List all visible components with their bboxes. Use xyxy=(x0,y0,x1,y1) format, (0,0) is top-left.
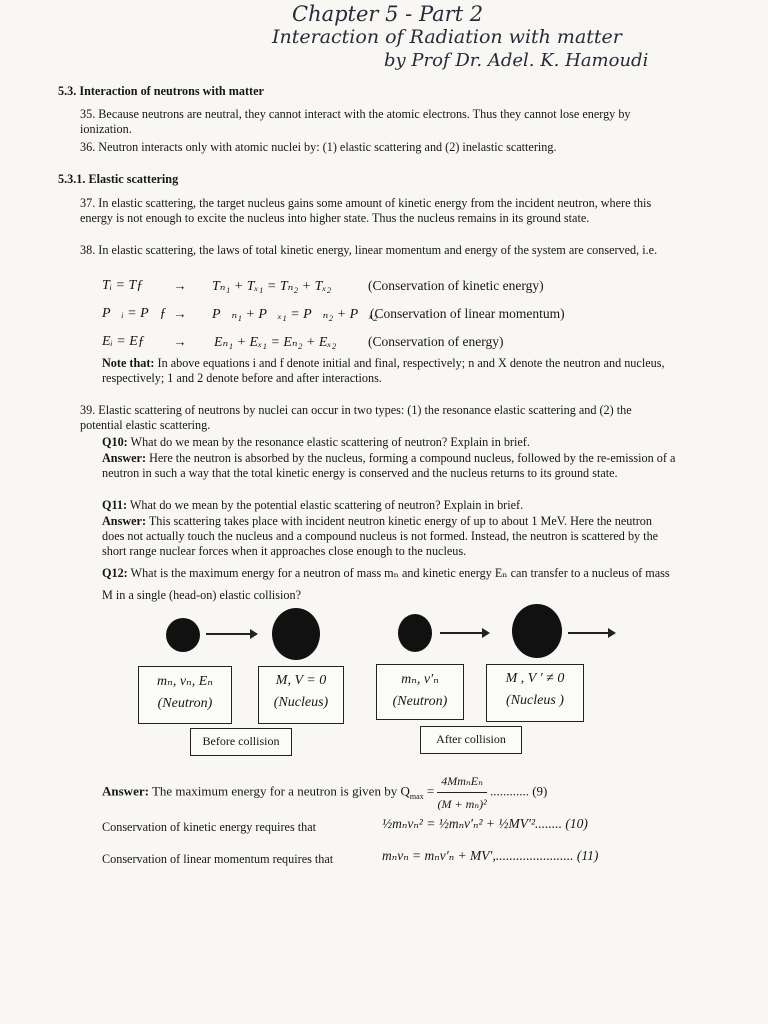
note-label: Note that: xyxy=(102,356,155,370)
note-paragraph xyxy=(102,356,676,386)
equation-1-lhs: Tᵢ = Tƒ xyxy=(102,278,144,293)
ke-conservation-text: Conservation of kinetic energy requires that xyxy=(102,820,317,834)
equation-1-arrow: → xyxy=(173,278,187,293)
momentum-conservation-text: Conservation of linear momentum requires that xyxy=(102,852,334,866)
equation-2-desc: (Conservation of linear momentum) xyxy=(370,306,565,321)
nucleus-before-label: (Nucleus) xyxy=(273,695,329,710)
note-text: In above equations i and f denote initial and final, respectively; n and X denote the neutron and nucleus, respectively; 1 and 2 denote before and after interactions. xyxy=(102,356,665,385)
q11-text: What do we mean by the potential elastic scattering of neutron? Explain in brief. xyxy=(127,498,524,512)
q11-label: Q11: xyxy=(102,498,128,512)
item-35: 35. Because neutrons are neutral, they cannot interact with the atomic electrons. Thus they cannot lose energy by ionization. xyxy=(80,107,631,136)
neutron-before-vars: mₙ, vₙ, Eₙ xyxy=(157,674,213,689)
nucleus-before-vars: M, V = 0 xyxy=(275,673,327,688)
equation-3-desc: (Conservation of energy) xyxy=(368,334,504,349)
q10-label: Q10: xyxy=(102,435,128,449)
neutron-before-box xyxy=(138,666,232,724)
answer-12 xyxy=(102,770,662,815)
neutron-before-arrow xyxy=(206,633,256,635)
a12-label: Answer: xyxy=(102,783,149,799)
fraction-numerator: 4MmₙEₙ xyxy=(437,770,486,793)
neutron-after-ball xyxy=(398,614,432,652)
equation-1-rhs: Tₙ₁ + Tₓ₁ = Tₙ₂ + Tₓ₂ xyxy=(212,279,332,294)
ke-conservation-equation: ½mₙvₙ² = ½mₙv′ₙ² + ½MV′²........ (10) xyxy=(382,816,588,831)
neutron-after-vars: mₙ, v′ₙ xyxy=(401,672,439,687)
q10-text: What do we mean by the resonance elastic scattering of neutron? Explain in brief. xyxy=(127,435,530,449)
question-12 xyxy=(102,562,680,606)
item-36: 36. Neutron interacts only with atomic nuclei by: (1) elastic scattering and (2) inelastic scattering. xyxy=(80,140,557,154)
nucleus-after-arrow xyxy=(568,632,614,634)
handwritten-title-line3: by Prof Dr. Adel. K. Hamoudi xyxy=(384,50,649,71)
q12-label: Q12: xyxy=(102,566,128,580)
a11-text: This scattering takes place with incident neutron kinetic energy of up to about 1 MeV. Here the neutron does not actually touch the nucleus and a compound nucleus is not formed. Instead, the neutron is scattered by the short range nuclear forces when it approaches close enough to the nucleus. xyxy=(102,514,659,558)
before-collision-label: Before collision xyxy=(190,728,292,756)
nucleus-after-ball xyxy=(512,604,562,658)
nucleus-before-box xyxy=(258,666,344,724)
after-collision-label: After collision xyxy=(420,726,522,754)
question-11 xyxy=(102,498,676,513)
item-37: 37. In elastic scattering, the target nucleus gains some amount of kinetic energy from the incident neutron, where this energy is not enough to excite the nucleus into higher state. Thus the nucleus remains in its ground state. xyxy=(80,196,652,225)
equation-9-number: ............ (9) xyxy=(489,783,548,799)
nucleus-after-vars: M , V ′ ≠ 0 xyxy=(505,671,565,686)
handwritten-title-line1: Chapter 5 - Part 2 xyxy=(292,2,484,26)
neutron-before-ball xyxy=(166,618,200,652)
equation-1-desc: (Conservation of kinetic energy) xyxy=(368,278,544,293)
equation-2-rhs: P⃗ₙ₁ + P⃗ₓ₁ = P⃗ₙ₂ + P⃗ₓ₂ xyxy=(212,307,378,322)
q12-text: What is the maximum energy for a neutron of mass mₙ and kinetic energy Eₙ can transfer to a nucleus of mass M in a single (head-on) elastic collision? xyxy=(102,566,670,602)
subsection-heading: 5.3.1. Elastic scattering xyxy=(58,172,179,186)
item-38: 38. In elastic scattering, the laws of total kinetic energy, linear momentum and energy of the system are conserved, i.e. xyxy=(80,243,658,257)
qmax-subscript: max xyxy=(409,792,424,802)
equation-2-lhs: P⃗ᵢ = P⃗ƒ xyxy=(102,306,167,321)
neutron-after-label: (Neutron) xyxy=(392,694,448,709)
fraction-denominator: (M + mₙ)² xyxy=(437,797,487,811)
neutron-after-arrow xyxy=(440,632,488,634)
nucleus-after-label: (Nucleus ) xyxy=(506,693,564,708)
nucleus-before-ball xyxy=(272,608,320,660)
equals-sign: = xyxy=(426,783,435,799)
equation-2-arrow: → xyxy=(173,306,187,321)
equation-3-rhs: Eₙ₁ + Eₓ₁ = Eₙ₂ + Eₓ₂ xyxy=(214,335,337,350)
neutron-after-box xyxy=(376,664,464,720)
equation-3-arrow: → xyxy=(173,334,187,349)
a10-label: Answer: xyxy=(102,451,147,465)
max-energy-fraction xyxy=(437,770,486,815)
equation-3-lhs: Eᵢ = Eƒ xyxy=(102,334,145,349)
a11-label: Answer: xyxy=(102,514,147,528)
answer-11 xyxy=(102,514,676,559)
a10-text: Here the neutron is absorbed by the nucleus, forming a compound nucleus, followed by the re-emission of a neutron in such a way that the total kinetic energy is conserved and the nucleus returns to its ground state. xyxy=(102,451,676,480)
answer-10 xyxy=(102,451,676,481)
section-heading: 5.3. Interaction of neutrons with matter xyxy=(58,84,264,98)
neutron-before-label: (Neutron) xyxy=(157,696,213,711)
momentum-conservation-equation: mₙvₙ = mₙv′ₙ + MV′,....................... (11) xyxy=(382,848,599,863)
nucleus-after-box xyxy=(486,664,584,722)
item-39: 39. Elastic scattering of neutrons by nuclei can occur in two types: (1) the resonance elastic scattering and (2) the potential elastic scattering. xyxy=(80,403,632,432)
a12-text: The maximum energy for a neutron is given by Q xyxy=(148,783,410,799)
question-10 xyxy=(102,435,676,450)
handwritten-title-line2: Interaction of Radiation with matter xyxy=(272,26,622,48)
